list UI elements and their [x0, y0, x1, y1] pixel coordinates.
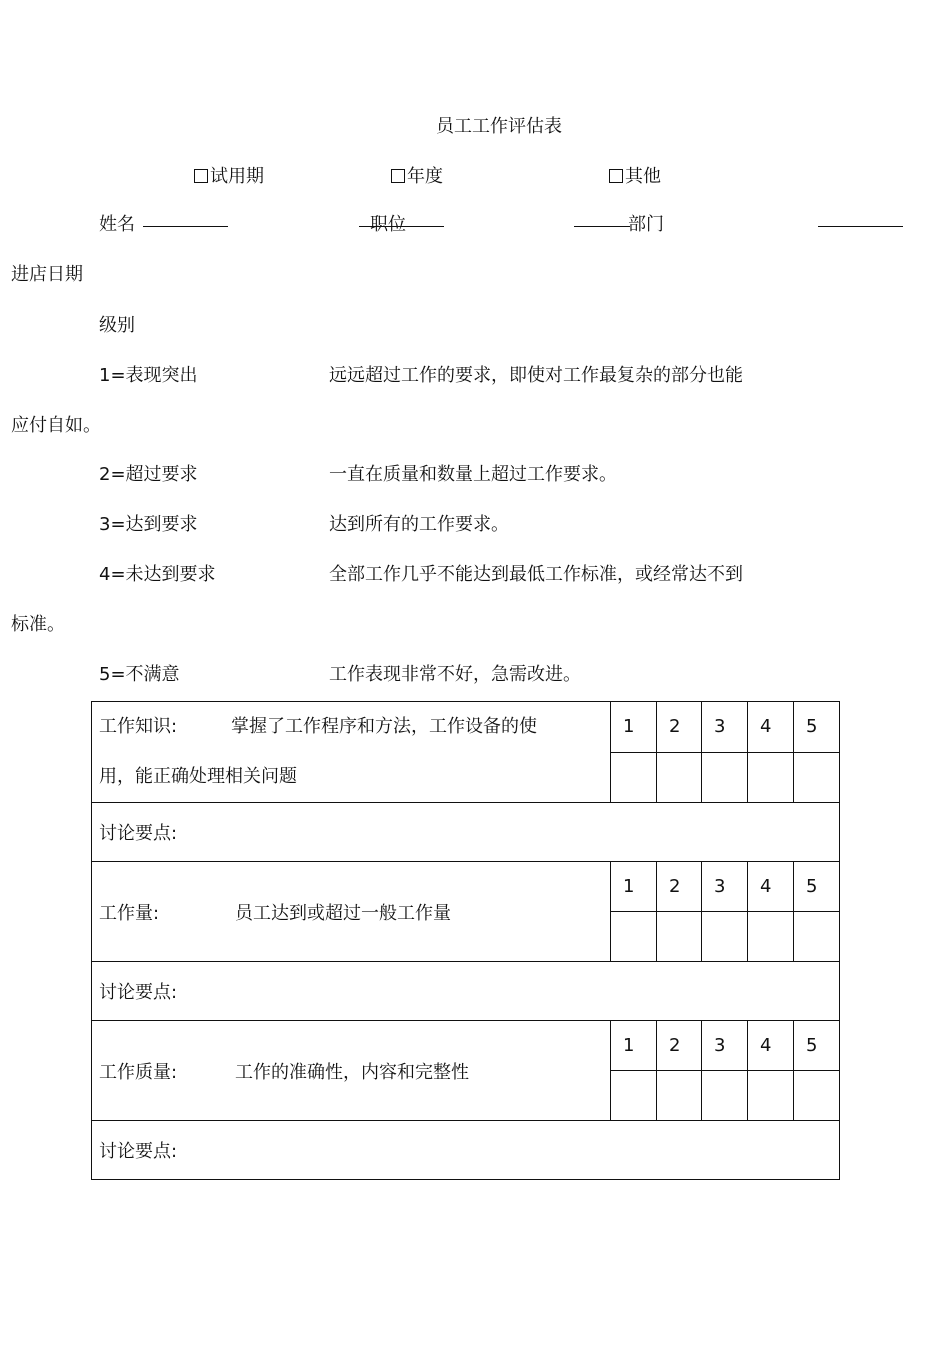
score-cell[interactable] [748, 912, 794, 962]
criterion-row-quantity [92, 862, 840, 912]
discussion-row [92, 1121, 840, 1180]
page-title: 员工工作评估表 [436, 116, 562, 137]
level-code: 4=未达到要求 [99, 564, 216, 585]
score-cell[interactable] [794, 752, 840, 803]
score-header: 4 [748, 862, 794, 912]
score-cell[interactable] [748, 1071, 794, 1121]
position-field[interactable] [359, 226, 444, 227]
period-option-probation[interactable] [194, 166, 264, 188]
criterion-label: 工作量: [99, 902, 160, 924]
period-option-other[interactable] [609, 166, 661, 188]
level-description: 工作表现非常不好，急需改进。 [329, 664, 581, 685]
discussion-label: 讨论要点: [99, 823, 178, 844]
score-header: 1 [611, 1021, 657, 1071]
department-field[interactable] [574, 226, 630, 227]
period-option-annual[interactable] [391, 166, 443, 188]
score-cell[interactable] [657, 1071, 702, 1121]
criterion-row-quality [92, 1021, 840, 1071]
criterion-row-knowledge [92, 702, 840, 753]
discussion-row [92, 803, 840, 862]
level-code: 3=达到要求 [99, 514, 198, 535]
score-header: 3 [702, 1021, 748, 1071]
score-header: 5 [794, 1021, 840, 1071]
score-header: 2 [657, 702, 702, 753]
score-cell[interactable] [702, 752, 748, 803]
score-cell[interactable] [657, 752, 702, 803]
score-header: 5 [794, 702, 840, 753]
score-cell[interactable] [702, 1071, 748, 1121]
level-description: 达到所有的工作要求。 [329, 514, 509, 535]
criterion-description: 工作的准确性，内容和完整性 [235, 1061, 469, 1083]
score-cell[interactable] [794, 1071, 840, 1121]
discussion-cell[interactable] [92, 1121, 840, 1180]
join-date-label: 进店日期 [11, 264, 83, 285]
score-header: 4 [748, 1021, 794, 1071]
checkbox[interactable] [609, 169, 623, 183]
criterion-cell [92, 702, 611, 803]
criterion-description: 员工达到或超过一般工作量 [235, 902, 451, 924]
level-description: 全部工作几乎不能达到最低工作标准，或经常达不到 [329, 564, 743, 585]
score-cell[interactable] [794, 912, 840, 962]
discussion-label: 讨论要点: [99, 982, 178, 1003]
criterion-label: 工作知识: [99, 716, 178, 737]
period-label: 其他 [625, 166, 661, 187]
level-code: 5=不满意 [99, 664, 180, 685]
score-cell[interactable] [748, 752, 794, 803]
criterion-description-cont: 用，能正确处理相关问题 [99, 766, 297, 787]
discussion-row [92, 962, 840, 1021]
discussion-cell[interactable] [92, 803, 840, 862]
level-code: 1=表现突出 [99, 365, 198, 386]
criterion-cell [92, 862, 611, 962]
evaluation-table [91, 701, 840, 1180]
name-field[interactable] [143, 226, 228, 227]
score-cell[interactable] [611, 1071, 657, 1121]
score-header: 5 [794, 862, 840, 912]
level-description: 一直在质量和数量上超过工作要求。 [329, 464, 617, 485]
score-header: 2 [657, 862, 702, 912]
criterion-description: 掌握了工作程序和方法，工作设备的使 [231, 716, 537, 737]
department-label: 部门 [628, 214, 664, 235]
name-label: 姓名 [99, 214, 135, 235]
checkbox[interactable] [391, 169, 405, 183]
position-label: 职位 [370, 214, 406, 235]
criterion-cell [92, 1021, 611, 1121]
join-date-field[interactable] [818, 226, 903, 227]
level-code: 2=超过要求 [99, 464, 198, 485]
score-header: 3 [702, 862, 748, 912]
score-header: 3 [702, 702, 748, 753]
period-label: 年度 [407, 166, 443, 187]
discussion-label: 讨论要点: [99, 1141, 178, 1162]
level-description: 远远超过工作的要求，即使对工作最复杂的部分也能 [329, 365, 743, 386]
score-cell[interactable] [611, 752, 657, 803]
score-header: 4 [748, 702, 794, 753]
score-header: 1 [611, 702, 657, 753]
checkbox[interactable] [194, 169, 208, 183]
level-description-cont: 标准。 [11, 614, 65, 635]
level-heading: 级别 [99, 315, 135, 336]
score-cell[interactable] [611, 912, 657, 962]
discussion-cell[interactable] [92, 962, 840, 1021]
score-cell[interactable] [702, 912, 748, 962]
score-header: 1 [611, 862, 657, 912]
score-cell[interactable] [657, 912, 702, 962]
criterion-label: 工作质量: [99, 1061, 178, 1083]
level-description-cont: 应付自如。 [11, 415, 101, 436]
score-header: 2 [657, 1021, 702, 1071]
period-label: 试用期 [210, 166, 264, 187]
